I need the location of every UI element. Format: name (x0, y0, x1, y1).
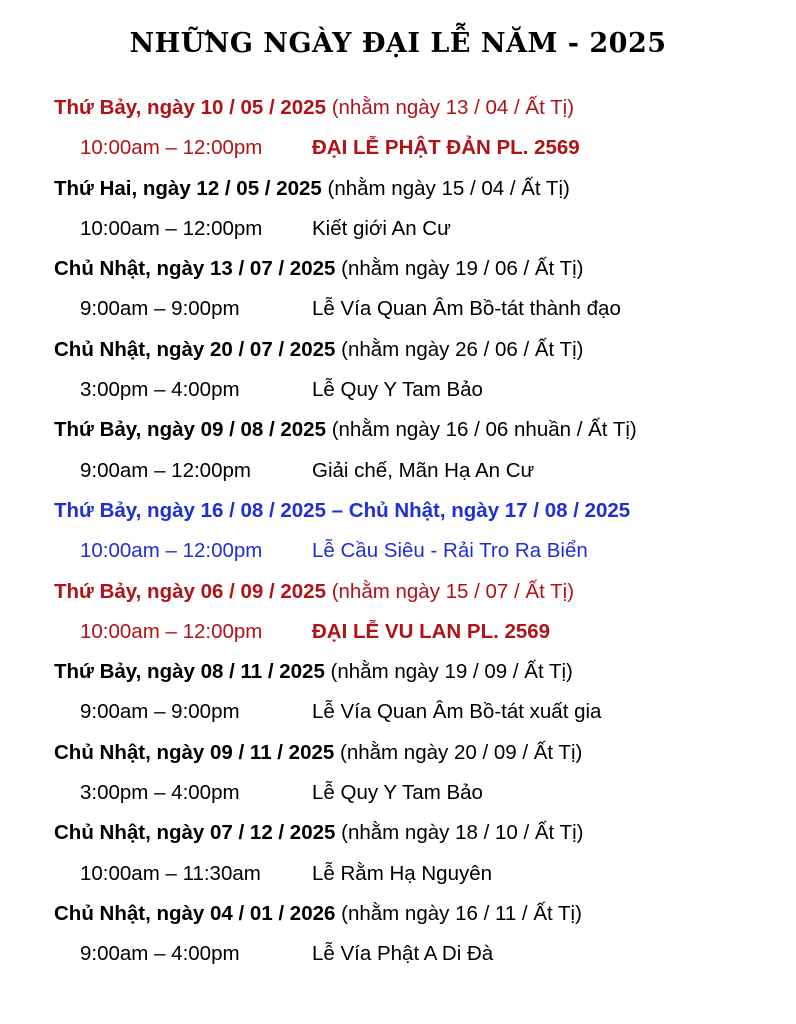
event-lunar-date: (nhằm ngày 15 / 07 / Ất Tị) (326, 579, 575, 603)
event-item (54, 251, 784, 332)
event-detail-line (54, 211, 784, 251)
event-date: Thứ Bảy, ngày 16 / 08 / 2025 – Chủ Nhật, ngày 17 / 08 / 2025 (54, 498, 631, 522)
event-detail-line (54, 614, 784, 654)
event-time: 9:00am – 9:00pm (80, 297, 240, 321)
event-description: Kiết giới An Cư (312, 216, 451, 240)
event-time: 3:00pm – 4:00pm (80, 378, 240, 402)
event-date: Chủ Nhật, ngày 09 / 11 / 2025 (54, 740, 335, 764)
event-description: Lễ Rằm Hạ Nguyên (312, 861, 493, 885)
event-description: Lễ Vía Quan Âm Bồ-tát thành đạo (312, 297, 621, 321)
event-date-line (54, 735, 784, 775)
event-date: Thứ Hai, ngày 12 / 05 / 2025 (54, 176, 322, 200)
event-detail-line (54, 856, 784, 896)
event-description: Lễ Quy Y Tam Bảo (312, 378, 483, 402)
event-date-line (54, 251, 784, 291)
event-date-line (54, 896, 784, 936)
event-lunar-date: (nhằm ngày 18 / 10 / Ất Tị) (335, 821, 584, 845)
event-detail-line (54, 936, 784, 976)
event-date-line (54, 815, 784, 855)
event-lunar-date: (nhằm ngày 16 / 06 nhuần / Ất Tị) (326, 418, 637, 442)
event-lunar-date: (nhằm ngày 26 / 06 / Ất Tị) (335, 337, 584, 361)
event-item (54, 654, 784, 735)
event-item (54, 493, 784, 574)
event-date-line (54, 574, 784, 614)
event-date: Chủ Nhật, ngày 13 / 07 / 2025 (54, 257, 336, 281)
event-item (54, 90, 784, 171)
event-description: ĐẠI LỄ VU LAN PL. 2569 (312, 619, 551, 643)
event-detail-line (54, 775, 784, 815)
event-time: 10:00am – 12:00pm (80, 136, 263, 160)
event-time: 10:00am – 11:30am (80, 861, 261, 885)
event-detail-line (54, 694, 784, 734)
event-lunar-date: (nhằm ngày 20 / 09 / Ất Tị) (334, 740, 583, 764)
event-item (54, 412, 784, 493)
event-item (54, 735, 784, 816)
event-date: Chủ Nhật, ngày 07 / 12 / 2025 (54, 821, 336, 845)
event-date-line (54, 412, 784, 452)
event-date-line (54, 493, 784, 533)
event-date: Thứ Bảy, ngày 08 / 11 / 2025 (54, 660, 325, 684)
event-date: Chủ Nhật, ngày 20 / 07 / 2025 (54, 337, 336, 361)
event-detail-line (54, 291, 784, 331)
event-detail-line (54, 372, 784, 412)
event-date-line (54, 332, 784, 372)
event-date-line (54, 171, 784, 211)
event-date: Thứ Bảy, ngày 06 / 09 / 2025 (54, 579, 326, 603)
event-item (54, 332, 784, 413)
event-description: Lễ Cầu Siêu - Rải Tro Ra Biển (312, 539, 588, 563)
event-detail-line (54, 453, 784, 493)
event-item (54, 815, 784, 896)
event-description: Lễ Quy Y Tam Bảo (312, 781, 483, 805)
event-item (54, 574, 784, 655)
event-date: Chủ Nhật, ngày 04 / 01 / 2026 (54, 901, 336, 925)
event-time: 9:00am – 12:00pm (80, 458, 251, 482)
event-description: ĐẠI LỄ PHẬT ĐẢN PL. 2569 (312, 136, 580, 160)
event-lunar-date: (nhằm ngày 16 / 11 / Ất Tị) (335, 901, 582, 925)
event-description: Lễ Vía Quan Âm Bồ-tát xuất gia (312, 700, 602, 724)
event-list (54, 90, 784, 977)
event-time: 9:00am – 4:00pm (80, 942, 240, 966)
event-time: 10:00am – 12:00pm (80, 216, 263, 240)
event-description: Lễ Vía Phật A Di Đà (312, 942, 494, 966)
event-lunar-date: (nhằm ngày 15 / 04 / Ất Tị) (321, 176, 570, 200)
event-date: Thứ Bảy, ngày 09 / 08 / 2025 (54, 418, 326, 442)
event-detail-line (54, 130, 784, 170)
event-detail-line (54, 533, 784, 573)
event-time: 10:00am – 12:00pm (80, 539, 263, 563)
event-description: Giải chế, Mãn Hạ An Cư (312, 458, 535, 482)
event-item (54, 171, 784, 252)
event-date-line (54, 654, 784, 694)
page-title: NHỮNG NGÀY ĐẠI LỄ NĂM - 2025 (129, 28, 667, 59)
event-lunar-date: (nhằm ngày 19 / 06 / Ất Tị) (335, 257, 584, 281)
event-lunar-date: (nhằm ngày 19 / 09 / Ất Tị) (324, 660, 573, 684)
event-date: Thứ Bảy, ngày 10 / 05 / 2025 (54, 96, 326, 119)
event-time: 10:00am – 12:00pm (80, 619, 263, 643)
event-time: 9:00am – 9:00pm (80, 700, 240, 724)
event-time: 3:00pm – 4:00pm (80, 781, 240, 805)
event-date-line (54, 90, 784, 130)
event-lunar-date: (nhằm ngày 13 / 04 / Ất Tị) (326, 96, 575, 119)
event-item (54, 896, 784, 977)
